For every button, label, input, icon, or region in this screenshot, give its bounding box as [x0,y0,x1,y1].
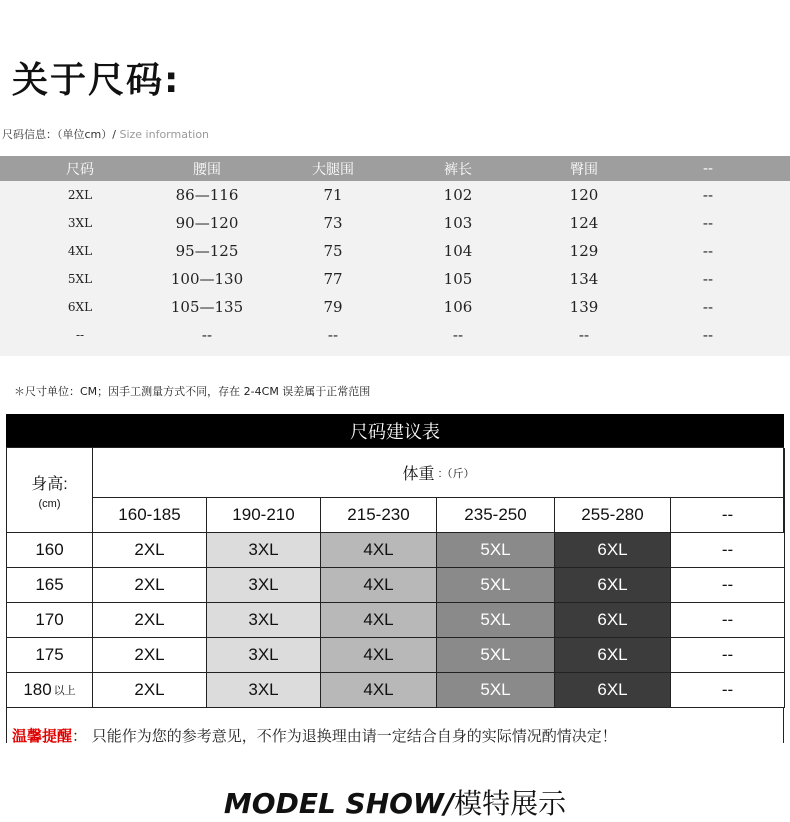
warm-reminder [12,725,617,746]
recommended-size-cell: -- [671,638,785,673]
height-value-cell [7,638,93,673]
reminder-text: 只能作为您的参考意见，不作为退换理由请一定结合自身的实际情况酌情决定！ [87,727,617,745]
height-value-cell [7,673,93,708]
height-label-cell [7,448,93,533]
size-table-cell: -- [75,328,85,342]
size-header-cell: 大腿围 [312,161,354,178]
weight-unit: :（斤） [438,467,475,480]
size-table-cell: 103 [443,214,473,232]
size-table-header [0,156,790,181]
height-value-cell [7,533,93,568]
size-table-cell: 124 [569,214,599,232]
height-value: 175 [35,645,64,664]
recommended-size-cell: -- [671,533,785,568]
recommended-size-cell: 5XL [437,603,555,638]
size-table-cell: 86—116 [175,186,239,204]
size-table-cell: 104 [443,242,473,260]
size-table-cell: -- [702,242,714,260]
height-value: 160 [35,540,64,559]
height-value: 170 [35,610,64,629]
size-table-cell: -- [702,326,714,344]
recommended-size-cell: 6XL [555,638,671,673]
recommended-size-cell: 2XL [93,638,207,673]
size-table-row [0,293,790,321]
size-table-cell: 102 [443,186,473,204]
size-table-cell: -- [702,214,714,232]
size-header-cell: -- [702,160,714,177]
size-table-cell: 2XL [67,188,93,202]
recommended-size-cell: -- [671,568,785,603]
recommended-size-cell: 2XL [93,568,207,603]
model-show-chinese: 模特展示 [454,787,567,820]
height-suffix: 以上 [53,685,76,697]
recommended-size-cell: 4XL [321,568,437,603]
size-table-cell: -- [702,298,714,316]
size-recommendation-table [6,414,784,743]
recommended-size-cell: 2XL [93,603,207,638]
recommended-size-cell: 4XL [321,533,437,568]
recommended-size-cell: 2XL [93,673,207,708]
size-table-row [0,237,790,265]
weight-label: 体重 [402,466,435,483]
recommended-size-cell: 5XL [437,638,555,673]
size-table-cell: 77 [323,270,343,288]
size-table-cell: -- [327,326,339,344]
height-value-cell [7,568,93,603]
recommended-size-cell: 6XL [555,603,671,638]
weight-range-cell: -- [671,498,785,533]
recommended-size-cell: 4XL [321,603,437,638]
model-show-separator: / [443,787,455,820]
page-title: 关于尺码: [12,60,181,101]
recommended-size-cell: 3XL [207,568,321,603]
size-header-cell: 裤长 [444,161,472,178]
size-table-cell: 5XL [67,272,93,286]
recommendation-title: 尺码建议表 [6,414,784,447]
recommendation-grid [6,447,784,743]
weight-range-cell: 160-185 [93,498,207,533]
size-table-body [0,181,790,349]
weight-range-cell: 255-280 [555,498,671,533]
size-table-row [0,321,790,349]
size-header-cell: 臀围 [570,161,598,178]
weight-range-cell: 215-230 [321,498,437,533]
recommended-size-cell: 2XL [93,533,207,568]
height-unit: (cm) [38,497,61,510]
size-table-cell: 3XL [67,216,93,230]
measurement-note: ＊尺寸单位：CM；因手工测量方式不同，存在 2-4CM 误差属于正常范围 [14,385,371,398]
size-table-cell: 71 [323,186,343,204]
size-table-cell: 105 [443,270,473,288]
height-value: 165 [35,575,64,594]
model-show-heading [0,782,790,822]
size-table-cell: 129 [569,242,599,260]
size-table-cell: -- [578,326,590,344]
size-info-table [0,156,790,356]
size-info-caption [2,126,209,142]
recommended-size-cell: 3XL [207,603,321,638]
size-table-cell: 106 [443,298,473,316]
recommended-size-cell: 5XL [437,533,555,568]
size-table-cell: -- [452,326,464,344]
recommended-size-cell: 6XL [555,533,671,568]
recommended-size-cell: 3XL [207,638,321,673]
size-table-cell: 95—125 [175,242,239,260]
recommended-size-cell: -- [671,673,785,708]
size-table-cell: 73 [323,214,343,232]
recommended-size-cell: 6XL [555,673,671,708]
size-info-label: 尺码信息：（单位cm）/ [2,128,116,141]
recommended-size-cell: -- [671,603,785,638]
size-info-english: Size information [115,128,210,141]
recommended-size-cell: 6XL [555,568,671,603]
recommended-size-cell: 3XL [207,533,321,568]
size-table-cell: 139 [569,298,599,316]
size-table-cell: 120 [569,186,599,204]
size-header-cell: 腰围 [193,161,221,178]
size-table-cell: -- [702,270,714,288]
recommended-size-cell: 5XL [437,673,555,708]
size-table-cell: 79 [323,298,343,316]
height-value: 180 [23,680,52,699]
size-table-cell: 75 [323,242,343,260]
reminder-label: 温馨提醒 [12,727,73,745]
model-show-english: MODEL SHOW [223,787,444,820]
size-table-cell: -- [702,186,714,204]
height-label: 身高: [31,475,68,493]
size-table-cell: 134 [569,270,599,288]
size-header-cell: 尺码 [66,161,94,178]
size-table-row [0,209,790,237]
weight-range-cell: 235-250 [437,498,555,533]
recommended-size-cell: 4XL [321,673,437,708]
size-table-cell: 6XL [67,300,93,314]
height-value-cell [7,603,93,638]
weight-label-cell [93,448,785,498]
reminder-separator: ： [72,727,88,745]
recommended-size-cell: 4XL [321,638,437,673]
size-table-row [0,265,790,293]
size-table-cell: 100—130 [170,270,244,288]
size-table-cell: 4XL [67,244,93,258]
size-table-cell: -- [201,326,213,344]
size-table-cell: 105—135 [170,298,244,316]
size-table-cell: 90—120 [175,214,239,232]
size-table-row [0,181,790,209]
recommended-size-cell: 5XL [437,568,555,603]
recommended-size-cell: 3XL [207,673,321,708]
weight-range-cell: 190-210 [207,498,321,533]
